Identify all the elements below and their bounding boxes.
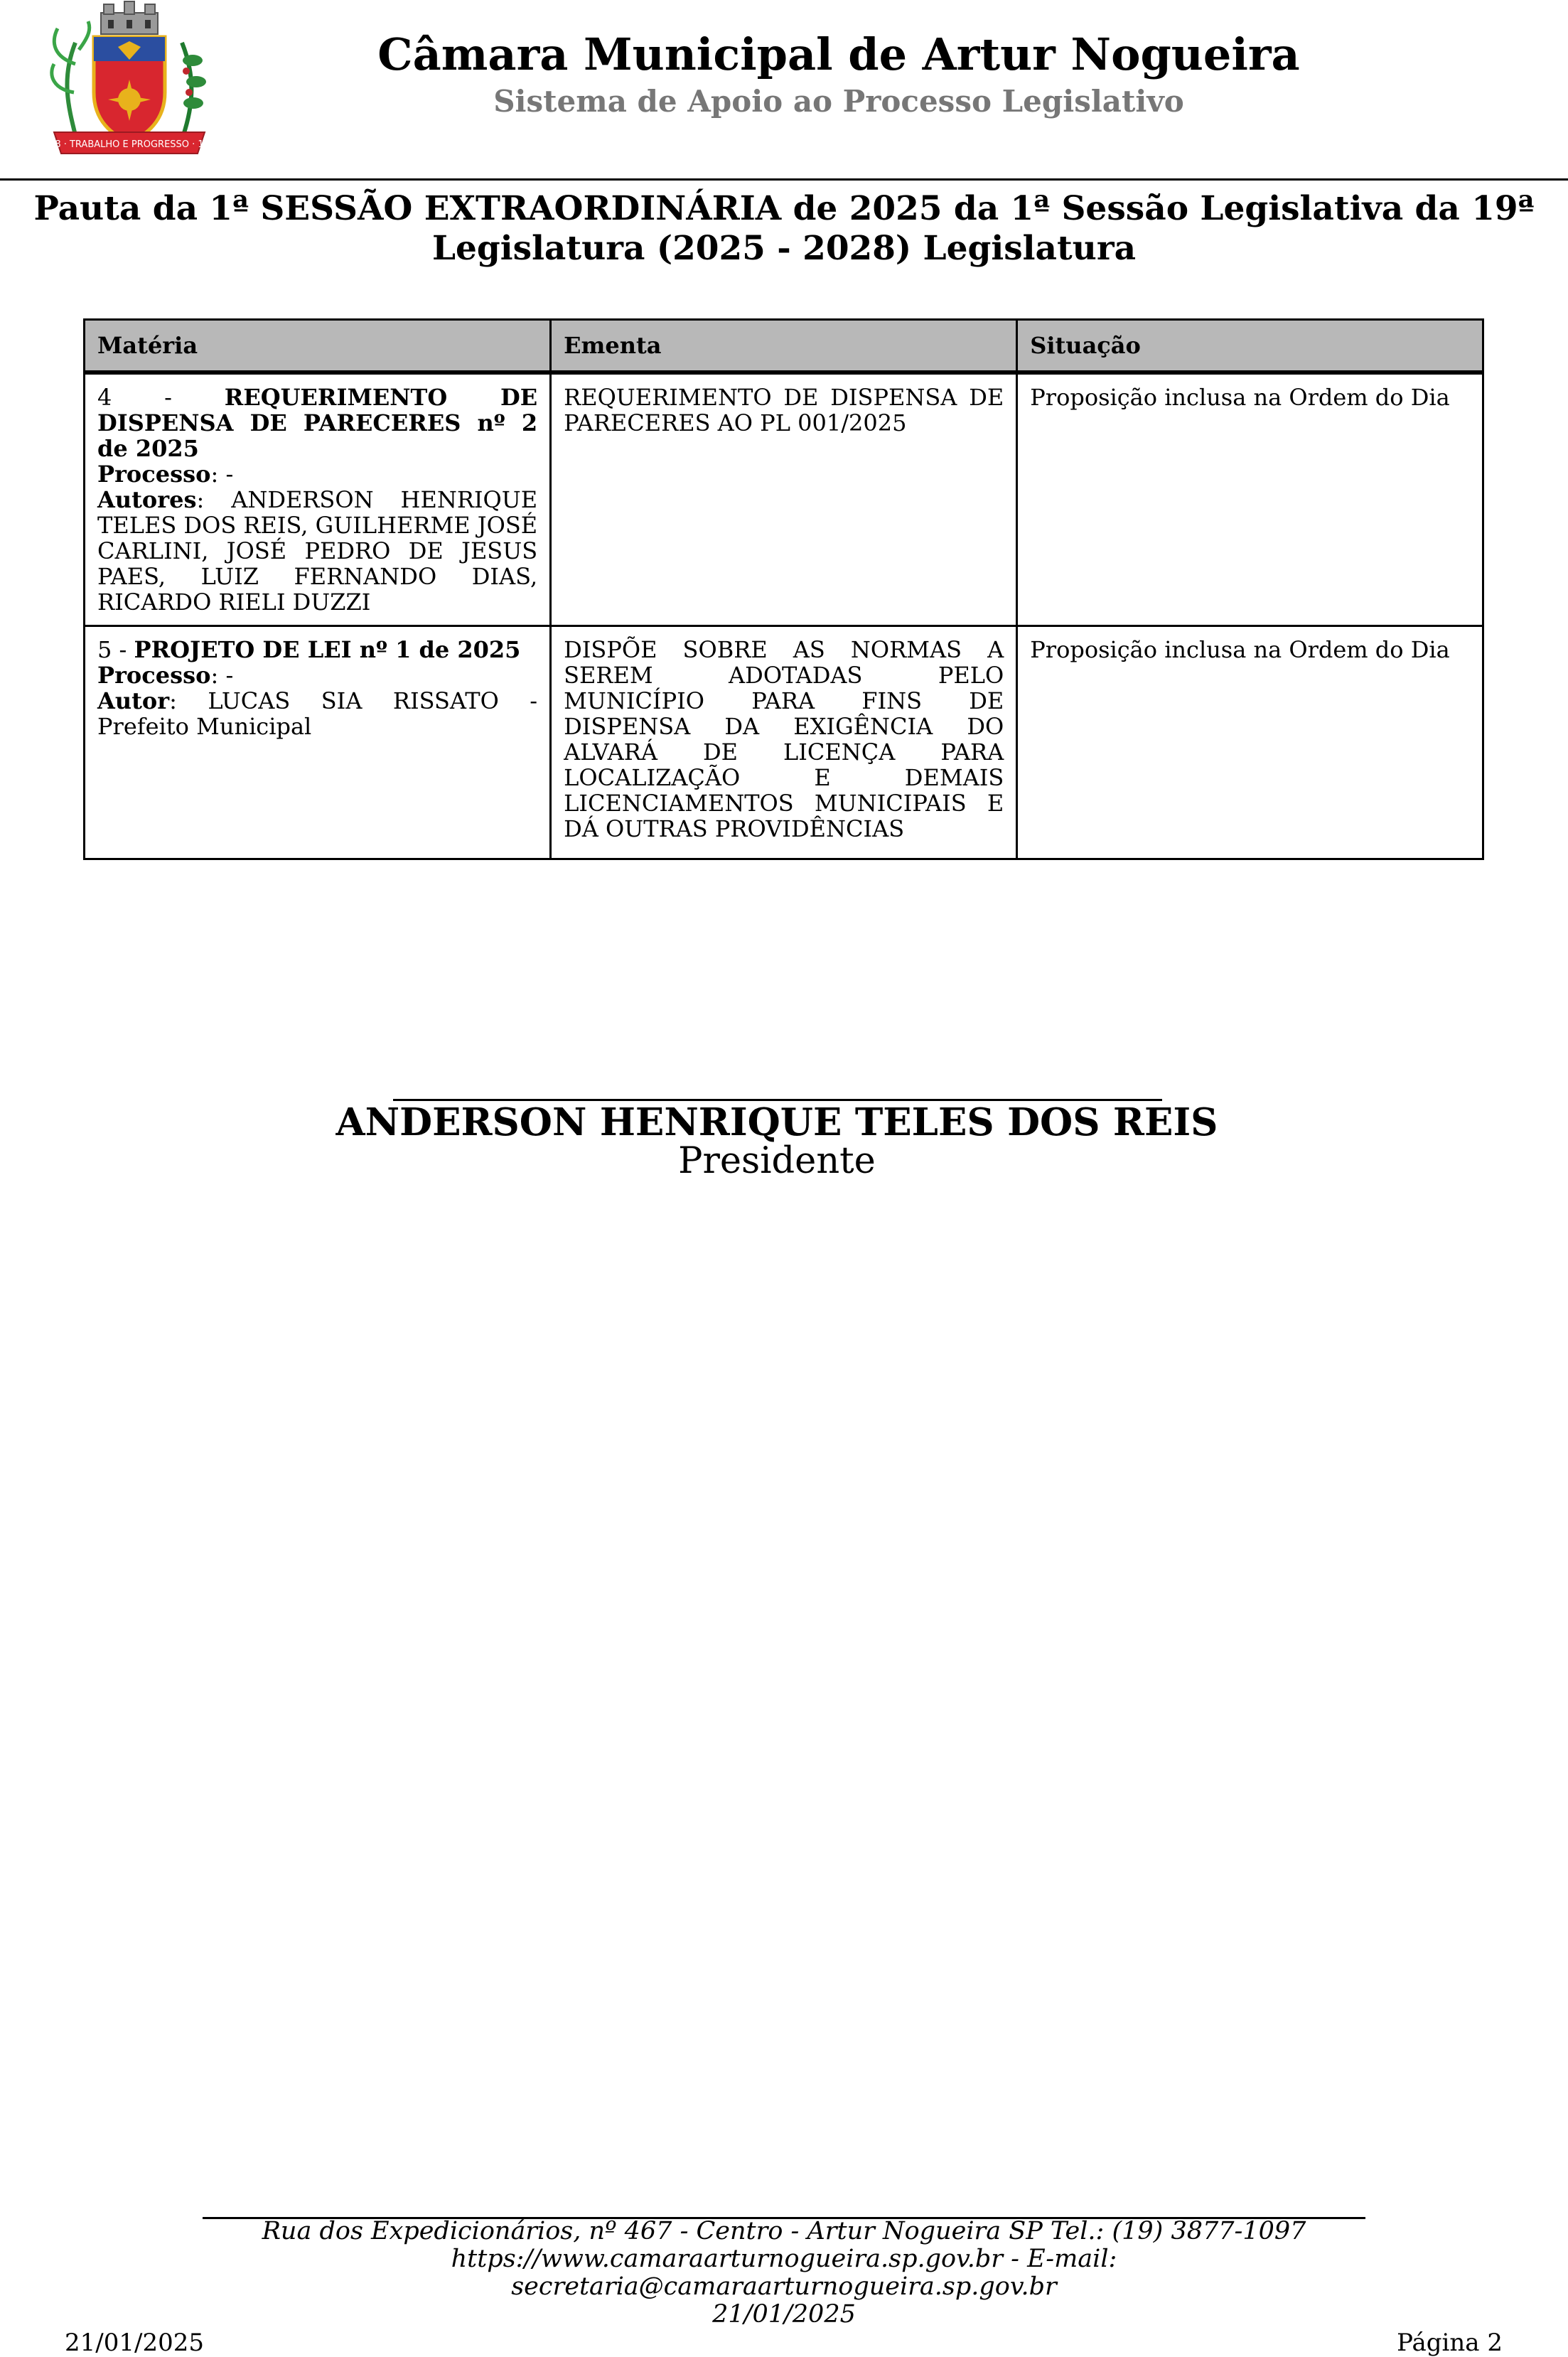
authors-value: : ANDERSON HENRIQUE TELES DOS REIS, GUILHERME JOSÉ CARLINI, JOSÉ PEDRO DE JESUS PAES, LUIZ FERNANDO DIAS, RICARDO RIELI DUZZI xyxy=(97,485,538,616)
crest-banner-text: 1948 · TRABALHO E PROGRESSO · 1948 xyxy=(37,139,222,150)
situacao-cell: Proposição inclusa na Ordem do Dia xyxy=(1017,626,1483,859)
agenda-table xyxy=(83,318,1484,860)
item-title: PROJETO DE LEI nº 1 de 2025 xyxy=(134,635,521,663)
materia-cell xyxy=(85,372,551,626)
ementa-cell: REQUERIMENTO DE DISPENSA DE PARECERES AO PL 001/2025 xyxy=(551,372,1017,626)
processo-value: : - xyxy=(210,661,234,689)
processo-value: : - xyxy=(210,460,234,488)
processo-label: Processo xyxy=(97,460,211,488)
footer-date: 21/01/2025 xyxy=(65,2329,204,2357)
table-row xyxy=(85,372,1483,626)
authors-label: Autores xyxy=(97,485,197,513)
page-number: Página 2 xyxy=(1397,2329,1503,2357)
situacao-cell: Proposição inclusa na Ordem do Dia xyxy=(1017,372,1483,626)
system-subtitle: Sistema de Apoio ao Processo Legislativo xyxy=(493,84,1184,119)
signatory-name: ANDERSON HENRIQUE TELES DOS REIS xyxy=(335,1100,1218,1144)
signatory-role: Presidente xyxy=(678,1140,876,1182)
ementa-cell: DISPÕE SOBRE AS NORMAS A SEREM ADOTADAS PELO MUNICÍPIO PARA FINS DE DISPENSA DA EXIGÊNCIA DO ALVARÁ DE LICENÇA PARA LOCALIZAÇÃO E DEMAIS LICENCIAMENTOS MUNICIPAIS E DÁ OUTRAS PROVIDÊNCIAS xyxy=(551,626,1017,859)
table-row xyxy=(85,626,1483,859)
column-header-ementa: Ementa xyxy=(551,320,1017,372)
table-header-row xyxy=(85,320,1483,372)
column-header-situacao: Situação xyxy=(1017,320,1483,372)
item-number: 5 - xyxy=(97,635,134,663)
page-title: Pauta da 1ª SESSÃO EXTRAORDINÁRIA de 2025 da 1ª Sessão Legislativa da 19ª Legislatura (2025 - 2028) Legislatura xyxy=(33,189,1535,268)
item-title: REQUERIMENTO DE DISPENSA DE PARECERES nº 2 de 2025 xyxy=(97,383,538,462)
document-header xyxy=(0,0,1568,181)
column-header-materia: Matéria xyxy=(85,320,551,372)
authors-value: : LUCAS SIA RISSATO - Prefeito Municipal xyxy=(97,687,538,740)
footer-address-text: Rua dos Expedicionários, nº 467 - Centro - Artur Nogueira SP Tel.: (19) 3877-1097 https://www.camaraarturnogueira.sp.gov.br - E-mail: secretaria@camaraarturnogueira.sp.gov.br xyxy=(262,2217,1306,2301)
processo-label: Processo xyxy=(97,661,211,689)
municipal-crest-icon xyxy=(37,0,222,168)
footer-address-date: 21/01/2025 xyxy=(712,2300,856,2329)
authors-label: Autor xyxy=(97,687,170,714)
header-divider xyxy=(0,178,1568,181)
footer-address xyxy=(203,2218,1365,2329)
item-number: 4 - xyxy=(97,383,225,411)
materia-cell xyxy=(85,626,551,859)
institution-title: Câmara Municipal de Artur Nogueira xyxy=(377,28,1300,80)
